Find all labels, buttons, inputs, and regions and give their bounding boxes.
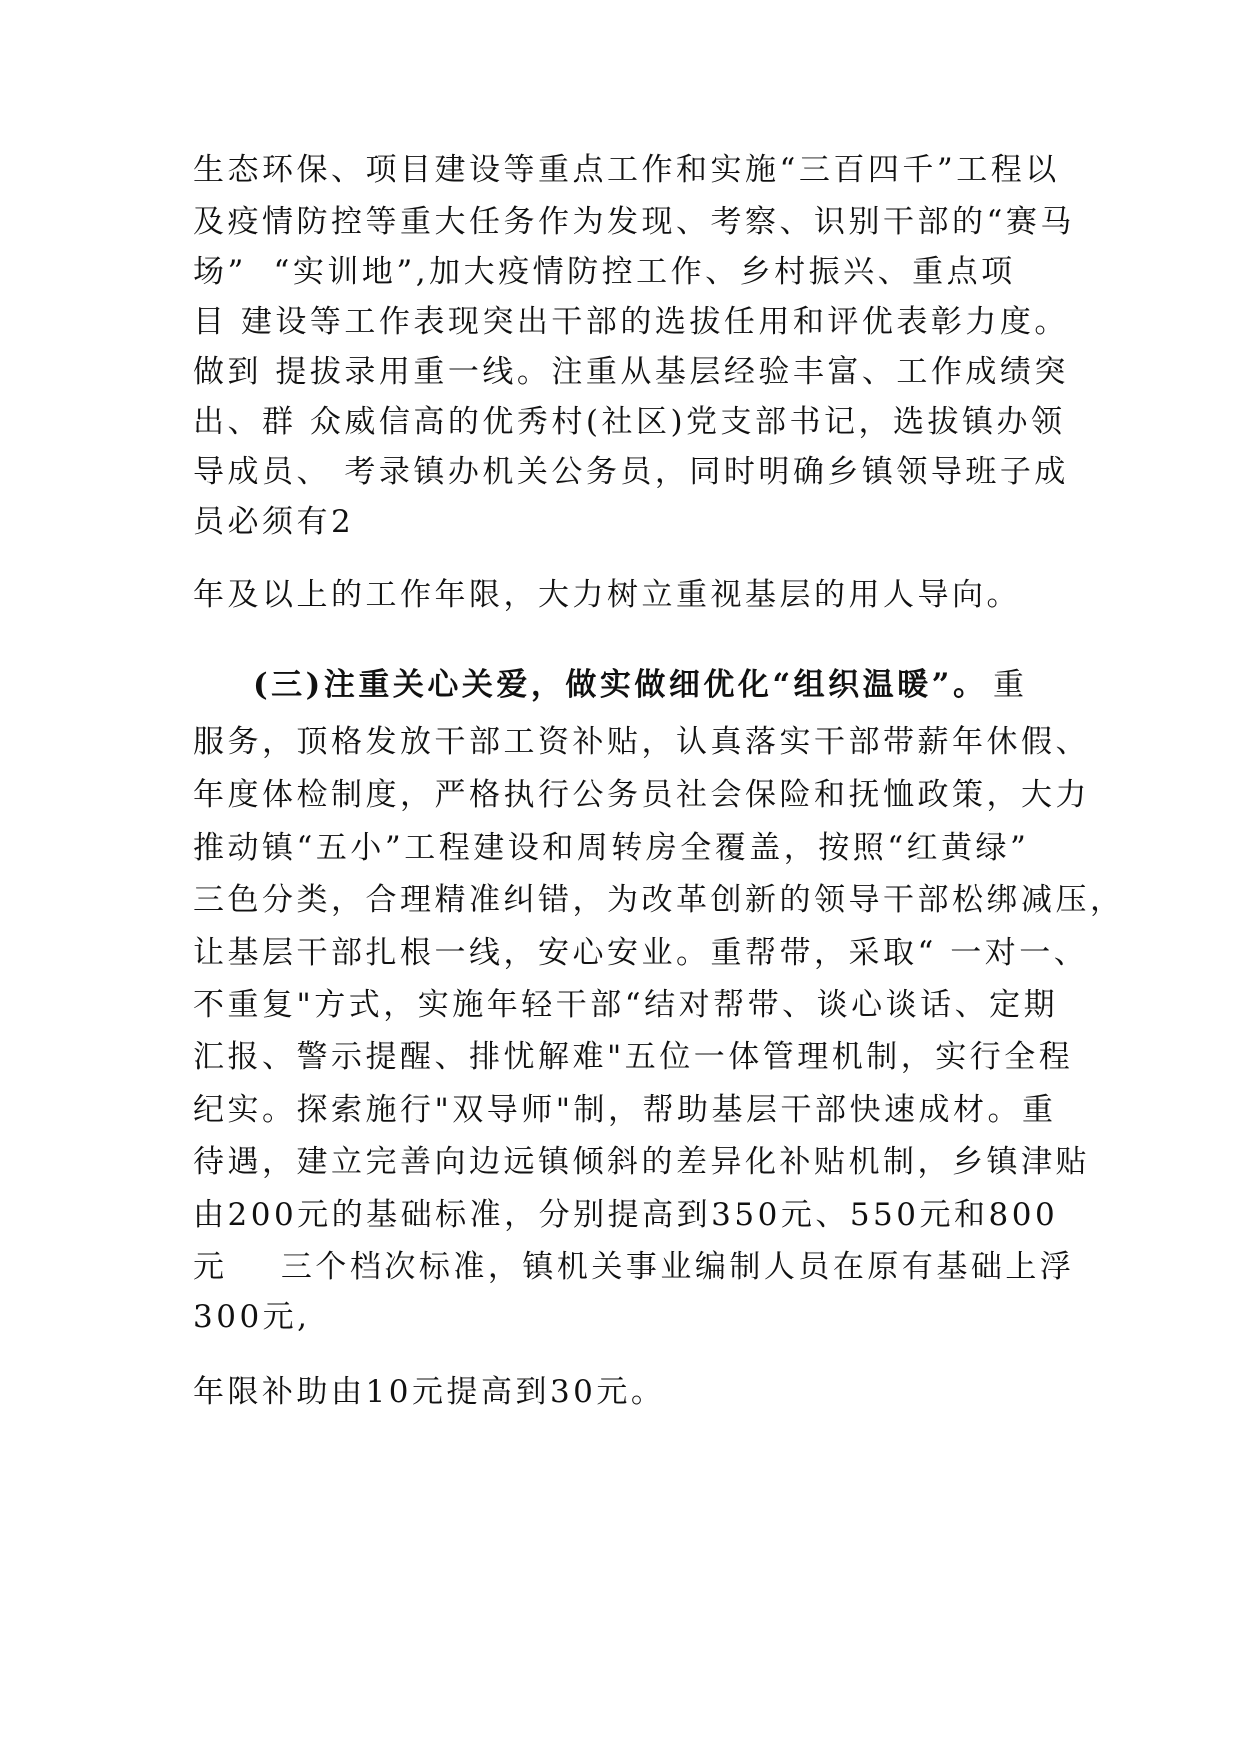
paragraph-line: 三色分类，合理精准纠错，为改革创新的领导干部松绑减压， xyxy=(193,882,1125,918)
paragraph-line: 汇报、警示提醒、排忧解难"五位一体管理机制，实行全程 xyxy=(193,1039,1074,1075)
paragraph-line: 服务，顶格发放干部工资补贴，认真落实干部带薪年休假、 xyxy=(193,724,1090,760)
paragraph-line: 推动镇“五小”工程建设和周转房全覆盖，按照“红黄绿” xyxy=(193,830,1030,866)
paragraph-line: 年限补助由10元提高到30元。 xyxy=(193,1374,666,1410)
paragraph-line: 待遇，建立完善向边远镇倾斜的差异化补贴机制，乡镇津贴 xyxy=(193,1144,1090,1180)
paragraph-line: 及疫情防控等重大任务作为发现、考察、识别干部的“赛马 xyxy=(193,204,1075,240)
section-heading: (三)注重关心关爱，做实做细优化“组织温暖”。 xyxy=(253,667,988,703)
paragraph-line: 做到 提拔录用重一线。注重从基层经验丰富、工作成绩突 xyxy=(193,354,1069,390)
heading-continuation: 重 xyxy=(993,667,1028,703)
paragraph-line: 场” “实训地”,加大疫情防控工作、乡村振兴、重点项 xyxy=(193,254,1016,290)
paragraph-line: 生态环保、项目建设等重点工作和实施“三百四千”工程以 xyxy=(193,152,1060,188)
paragraph-line: 让基层干部扎根一线，安心安业。重帮带，采取“ 一对一、 xyxy=(193,935,1089,971)
paragraph-line: 纪实。探索施行"双导师"制，帮助基层干部快速成材。重 xyxy=(193,1092,1057,1128)
paragraph-line: 由200元的基础标准，分别提高到350元、550元和800 xyxy=(193,1197,1059,1233)
paragraph-line: 元 三个档次标准，镇机关事业编制人员在原有基础上浮 xyxy=(193,1249,1075,1285)
paragraph-line: 年度体检制度，严格执行公务员社会保险和抚恤政策，大力 xyxy=(193,777,1090,813)
paragraph-line: 不重复"方式，实施年轻干部“结对帮带、谈心谈话、定期 xyxy=(193,987,1059,1023)
paragraph-line: 导成员、 考录镇办机关公务员，同时明确乡镇领导班子成 xyxy=(193,454,1069,490)
paragraph-line: 年及以上的工作年限，大力树立重视基层的用人导向。 xyxy=(193,577,1021,613)
paragraph-line: 300元, xyxy=(193,1299,311,1335)
paragraph-line: 出、群 众威信高的优秀村(社区)党支部书记，选拔镇办领 xyxy=(193,404,1066,440)
paragraph-line: 目 建设等工作表现突出干部的选拔任用和评优表彰力度。 xyxy=(193,304,1069,340)
paragraph-line: 员必须有2 xyxy=(193,504,355,540)
